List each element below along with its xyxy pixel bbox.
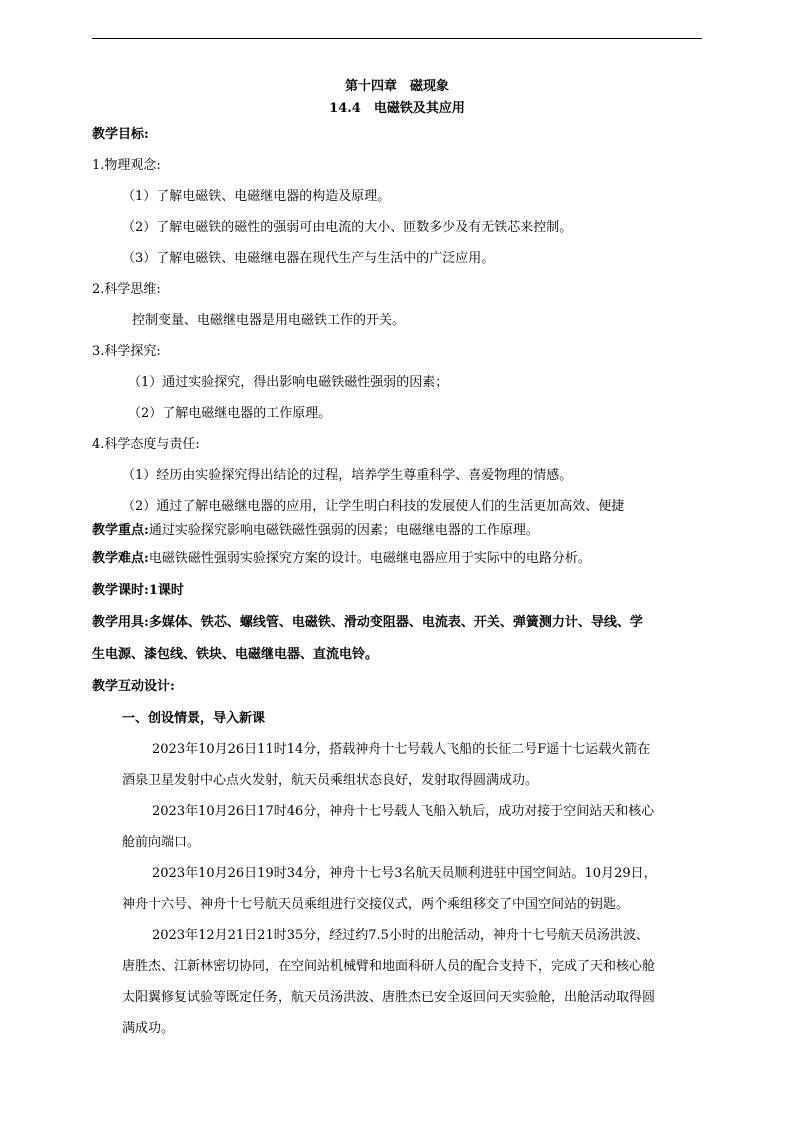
interactive-design-heading: 教学互动设计: xyxy=(92,679,175,694)
hours-label: 教学课时: xyxy=(92,583,149,598)
scientific-inquiry-item: （2）了解电磁继电器的工作原理。 xyxy=(128,406,332,421)
paragraph-line: 2023年10月26日17时46分，神舟十七号载人飞船入轨后，成功对接于空间站天和核心 xyxy=(152,804,655,819)
paragraph-line: 2023年12月21日21时35分，经过约7.5小时的出舱活动，神舟十七号航天员汤洪波、 xyxy=(152,928,649,943)
physics-concept-heading: 1.物理观念: xyxy=(92,158,161,173)
paragraph-line: 满成功。 xyxy=(122,1021,175,1036)
attitude-item: （2）通过了解电磁继电器的应用，让学生明白科技的发展使人们的生活更加高效、便捷 xyxy=(122,499,625,514)
physics-concept-item: （1）了解电磁铁、电磁继电器的构造及原理。 xyxy=(122,189,391,204)
paragraph-line: 神舟十六号、神舟十七号航天员乘组进行交接仪式，两个乘组移交了中国空间站的钥匙。 xyxy=(122,897,630,912)
scientific-inquiry-item: （1）通过实验探究，得出影响电磁铁磁性强弱的因素； xyxy=(128,375,449,390)
hours xyxy=(92,582,184,600)
paragraph-line: 舱前向端口。 xyxy=(122,835,201,850)
paragraph-line: 2023年10月26日11时14分，搭载神舟十七号载人飞船的长征二号F遥十七运载火箭在 xyxy=(152,742,651,757)
chapter-title: 第十四章 磁现象 xyxy=(344,79,449,94)
scientific-thinking-text: 控制变量、电磁继电器是用电磁铁工作的开关。 xyxy=(132,313,406,328)
tools-label: 教学用具: xyxy=(92,615,149,630)
attitude-item: （1）经历由实验探究得出结论的过程，培养学生尊重科学、喜爱物理的情感。 xyxy=(122,468,573,483)
section-title: 14.4 电磁铁及其应用 xyxy=(329,101,465,116)
tools-text-continued: 生电源、漆包线、铁块、电磁继电器、直流电铃。 xyxy=(92,647,379,662)
paragraph-line: 唐胜杰、江新林密切协同，在空间站机械臂和地面科研人员的配合支持下，完成了天和核心舱 xyxy=(122,959,656,974)
scientific-inquiry-heading: 3.科学探究: xyxy=(92,344,161,359)
scientific-thinking-heading: 2.科学思维: xyxy=(92,282,161,297)
key-points-label: 教学重点: xyxy=(92,523,149,538)
physics-concept-item: （2）了解电磁铁的磁性的强弱可由电流的大小、匝数多少及有无铁芯来控制。 xyxy=(122,220,573,235)
tools xyxy=(92,614,643,632)
difficulties-text: 电磁铁磁性强弱实验探究方案的设计。电磁继电器应用于实际中的电路分析。 xyxy=(148,551,591,566)
section1-heading: 一、创设情景，导入新课 xyxy=(122,711,266,726)
key-points xyxy=(92,522,539,540)
paragraph-line: 太阳翼修复试验等既定任务，航天员汤洪波、唐胜杰已安全返回问天实验舱，出舱活动取得圆 xyxy=(122,990,656,1005)
attitude-heading: 4.科学态度与责任: xyxy=(92,437,200,452)
difficulties-label: 教学难点: xyxy=(92,551,149,566)
paragraph-line: 2023年10月26日19时34分，神舟十七号3名航天员顺利进驻中国空间站。10月29日， xyxy=(152,866,657,881)
hours-text: 1课时 xyxy=(148,583,184,598)
physics-concept-item: （3）了解电磁铁、电磁继电器在现代生产与生活中的广泛应用。 xyxy=(122,251,495,266)
difficulties xyxy=(92,550,591,568)
header-rule xyxy=(92,38,702,39)
key-points-text: 通过实验探究影响电磁铁磁性强弱的因素；电磁继电器的工作原理。 xyxy=(148,523,539,538)
tools-text: 多媒体、铁芯、螺线管、电磁铁、滑动变阻器、电流表、开关、弹簧测力计、导线、学 xyxy=(148,615,643,630)
objectives-heading: 教学目标: xyxy=(92,127,149,142)
paragraph-line: 酒泉卫星发射中心点火发射，航天员乘组状态良好，发射取得圆满成功。 xyxy=(122,773,539,788)
